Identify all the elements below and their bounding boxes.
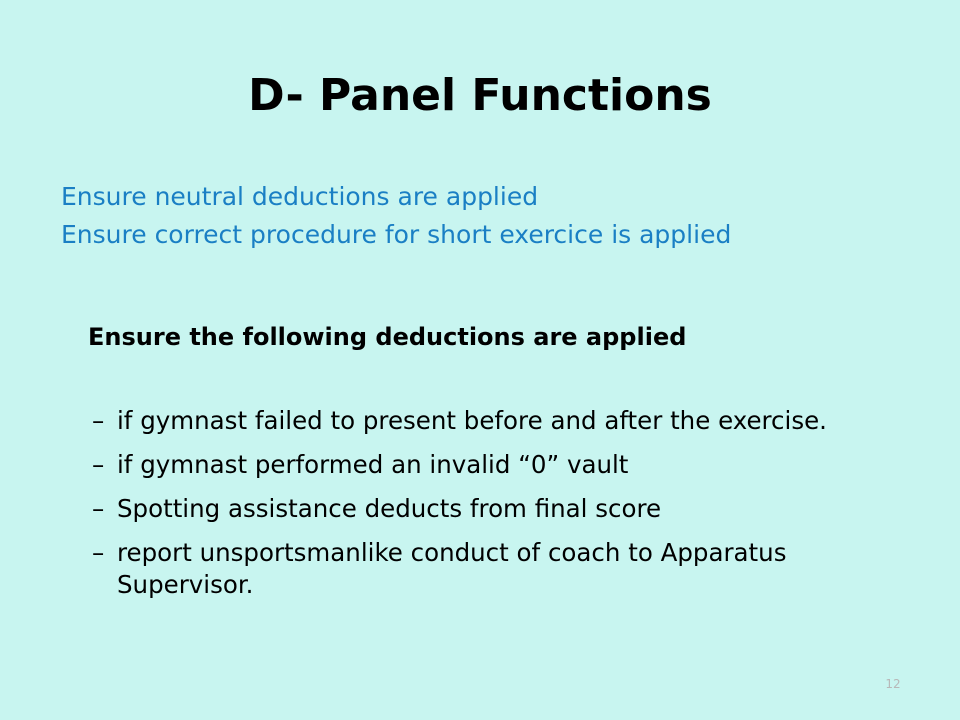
dash-marker: – <box>92 538 105 567</box>
dash-marker: – <box>92 494 105 523</box>
intro-line: Ensure correct procedure for short exercice is applied <box>61 220 732 249</box>
deduction-text: if gymnast failed to present before and after the exercise. <box>117 406 827 435</box>
slide-title: D- Panel Functions <box>248 70 712 121</box>
deductions-heading: Ensure the following deductions are applied <box>88 323 687 351</box>
dash-marker: – <box>92 450 105 479</box>
deduction-text: report unsportsmanlike conduct of coach to Apparatus Supervisor. <box>117 538 787 599</box>
deduction-text: if gymnast performed an invalid “0” vault <box>117 450 629 479</box>
deduction-item <box>92 537 872 601</box>
dash-marker: – <box>92 406 105 435</box>
intro-list <box>61 178 931 254</box>
deduction-item <box>92 405 872 437</box>
deduction-item <box>92 449 872 481</box>
deduction-item <box>92 493 872 525</box>
intro-line: Ensure neutral deductions are applied <box>61 182 539 211</box>
deduction-text: Spotting assistance deducts from final score <box>117 494 662 523</box>
deductions-list <box>92 405 872 613</box>
page-number: 12 <box>885 677 901 691</box>
